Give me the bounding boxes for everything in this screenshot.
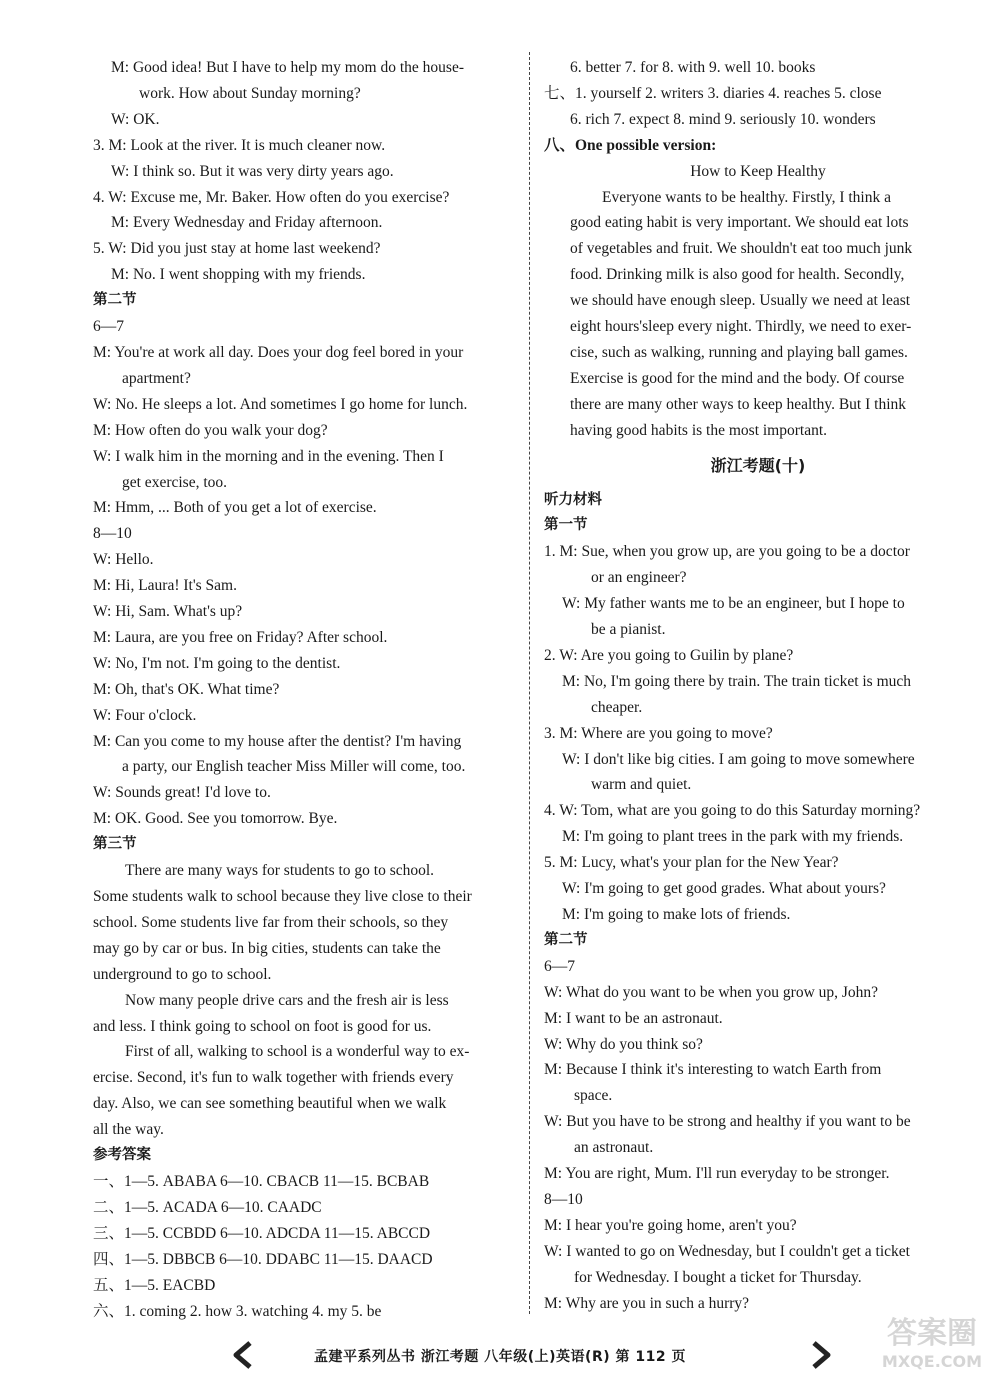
text-line: cheaper. [591,698,643,716]
answer-line: 五、1—5. EACBD [93,1276,216,1294]
text-line: all the way. [93,1121,164,1139]
chevron-right-icon [806,1340,836,1370]
text-line: Exercise is good for the mind and the body. Of course [570,369,905,387]
text-line: 8—10 [93,525,132,543]
answer-line: 6. better 7. for 8. with 9. well 10. books [570,59,816,76]
text-line: ercise. Second, it's fun to walk together with friends every [93,1069,454,1087]
text-line: food. Drinking milk is also good for health. Secondly, [570,266,905,284]
text-line: M: Every Wednesday and Friday afternoon. [111,214,383,232]
text-line: M: Laura, are you free on Friday? After school. [93,628,388,646]
watermark-url: MXQE.COM [881,1352,983,1371]
text-line: 4. W: Tom, what are you going to do this Saturday morning? [544,802,921,820]
essay-title: How to Keep Healthy [690,162,826,180]
watermark-text: 答案圈 [887,1316,977,1351]
text-line: 3. M: Look at the river. It is much cleaner now. [93,136,386,154]
left-column [93,55,518,1324]
text-line: M: No. I went shopping with my friends. [111,266,366,284]
section-heading: 第一节 [544,517,588,534]
text-line: apartment? [122,369,191,387]
text-line: W: But you have to be strong and healthy if you want to be [544,1113,911,1131]
answer-line: 八、One possible version: [544,136,717,154]
text-line: W: No. He sleeps a lot. And sometimes I go home for lunch. [93,395,468,413]
text-line: W: What do you want to be when you grow up, John? [544,983,879,1001]
text-line: W: My father wants me to be an engineer, but I hope to [562,595,905,613]
section-heading: 第二节 [544,931,588,948]
text-line: and less. I think going to school on foot is good for us. [93,1017,432,1035]
text-line: M: Can you come to my house after the dentist? I'm having [93,732,462,750]
watermark-logo [872,1308,992,1388]
text-line: M: Because I think it's interesting to watch Earth from [544,1061,882,1079]
answer-line: 三、1—5. CCBDD 6—10. ADCDA 11—15. ABCCD [93,1224,431,1242]
answer-line: 四、1—5. DBBCB 6—10. DDABC 11—15. DAACD [93,1250,433,1268]
answer-line: 七、1. yourself 2. writers 3. diaries 4. reaches 5. close [544,84,882,102]
text-line: 5. W: Did you just stay at home last weekend? [93,240,381,258]
text-line: school. Some students live far from their schools, so they [93,913,449,931]
text-line: 4. W: Excuse me, Mr. Baker. How often do you exercise? [93,188,450,206]
text-line: 8—10 [544,1190,583,1208]
text-line: work. How about Sunday morning? [139,84,361,102]
text-line: Now many people drive cars and the fresh air is less [125,991,449,1009]
text-line: M: You're at work all day. Does your dog feel bored in your [93,343,464,361]
text-line: W: Four o'clock. [93,706,197,724]
section-heading: 听力材料 [544,491,602,508]
text-line: W: Hello. [93,551,154,569]
page-footer [0,1336,1000,1376]
text-line: may go by car or bus. In big cities, students can take the [93,939,441,957]
text-line: W: Why do you think so? [544,1035,703,1053]
text-line: W: I think so. But it was very dirty years ago. [111,162,394,180]
text-line: M: I'm going to plant trees in the park with my friends. [562,828,904,846]
answer-line: 6. rich 7. expect 8. mind 9. seriously 10. wonders [570,110,876,128]
text-line: M: I'm going to make lots of friends. [562,906,791,923]
text-line: M: Good idea! But I have to help my mom do the house- [111,59,464,76]
text-line: M: Hi, Laura! It's Sam. [93,577,237,595]
text-line: Everyone wants to be healthy. Firstly, I think a [602,188,891,206]
text-line: M: No, I'm going there by train. The train ticket is much [562,672,912,690]
answer-line: 二、1—5. ACADA 6—10. CAADC [93,1198,322,1216]
exam-title: 浙江考题(十) [710,455,806,475]
text-line: 5. M: Lucy, what's your plan for the New Year? [544,854,839,872]
text-line: underground to go to school. [93,965,272,983]
text-line: space. [574,1087,613,1105]
text-line: of vegetables and fruit. We shouldn't eat too much junk [570,240,913,258]
text-line: W: I don't like big cities. I am going to move somewhere [562,750,915,768]
text-line: M: How often do you walk your dog? [93,421,328,439]
text-line: M: I hear you're going home, aren't you? [544,1216,797,1234]
text-line: M: I want to be an astronaut. [544,1009,723,1027]
answer-line: 六、1. coming 2. how 3. watching 4. my 5. be [93,1302,382,1320]
text-line: there are many other ways to keep healthy. But I think [570,395,907,413]
text-line: get exercise, too. [122,473,228,491]
text-line: we should have enough sleep. Usually we need at least [570,292,911,310]
text-line: or an engineer? [591,569,687,587]
text-line: good eating habit is very important. We should eat lots [570,214,909,232]
text-line: 1. M: Sue, when you grow up, are you going to be a doctor [544,543,910,561]
text-line: First of all, walking to school is a wonderful way to ex- [125,1043,470,1061]
text-line: W: I walk him in the morning and in the evening. Then I [93,447,444,465]
text-line: M: You are right, Mum. I'll run everyday to be stronger. [544,1165,890,1183]
text-line: having good habits is the most important. [570,421,828,439]
text-line: M: Oh, that's OK. What time? [93,680,280,698]
text-line: There are many ways for students to go to school. [125,862,435,880]
text-line: for Wednesday. I bought a ticket for Thursday. [574,1268,862,1286]
answers-heading: 参考答案 [93,1147,151,1164]
text-line: M: Why are you in such a hurry? [544,1294,750,1312]
text-line: 2. W: Are you going to Guilin by plane? [544,646,794,664]
text-line: eight hours'sleep every night. Thirdly, we need to exer- [570,318,912,336]
column-divider [529,52,530,1314]
right-column [544,55,972,1317]
text-line: warm and quiet. [591,776,692,794]
text-line: W: Hi, Sam. What's up? [93,603,243,621]
text-line: 6—7 [544,957,575,975]
text-line: W: I'm going to get good grades. What about yours? [562,880,886,898]
text-line: W: I wanted to go on Wednesday, but I couldn't get a ticket [544,1242,910,1260]
text-line: 6—7 [93,318,124,336]
footer-text: 孟建平系列丛书 浙江考题 八年级(上)英语(R) 第 112 页 [314,1349,686,1365]
answer-line: 一、1—5. ABABA 6—10. CBACB 11—15. BCBAB [93,1172,430,1190]
text-line: be a pianist. [591,621,666,639]
text-line: W: OK. [111,110,160,128]
text-line: a party, our English teacher Miss Miller will come, too. [122,758,466,776]
text-line: day. Also, we can see something beautiful when we walk [93,1095,447,1113]
section-heading: 第二节 [93,292,137,309]
text-line: 3. M: Where are you going to move? [544,724,773,742]
text-line: M: OK. Good. See you tomorrow. Bye. [93,810,338,828]
text-line: M: Hmm, ... Both of you get a lot of exercise. [93,499,377,517]
text-line: W: No, I'm not. I'm going to the dentist. [93,654,341,672]
text-line: Some students walk to school because they live close to their [93,888,472,905]
text-line: W: Sounds great! I'd love to. [93,784,271,802]
section-heading: 第三节 [93,836,137,853]
text-line: an astronaut. [574,1139,654,1157]
text-line: cise, such as walking, running and playing ball games. [570,343,908,361]
